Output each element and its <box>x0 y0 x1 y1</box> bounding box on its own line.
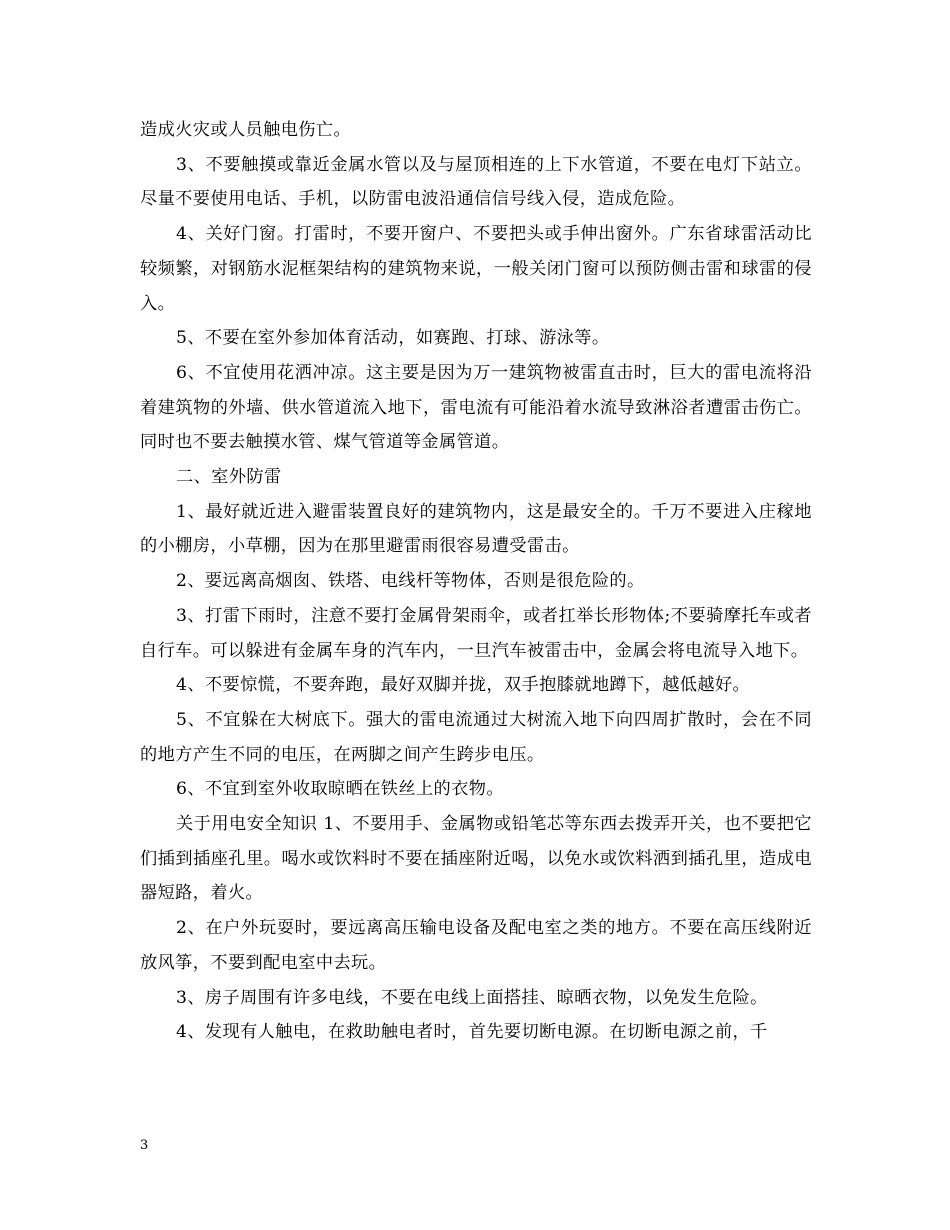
paragraph: 4、不要惊慌，不要奔跑，最好双脚并拢，双手抱膝就地蹲下，越低越好。 <box>176 675 751 696</box>
page-number: 3 <box>140 1138 149 1153</box>
paragraph: 4、发现有人触电，在救助触电者时，首先要切断电源。在切断电源之前，千 <box>176 1022 768 1043</box>
paragraph: 3、打雷下雨时，注意不要打金属骨架雨伞，或者扛举长形物体;不要骑摩托车或者自行车。可以躲进有金属车身的汽车内，一旦汽车被雷击中，金属会将电流导入地下。 <box>140 605 812 661</box>
paragraph: 5、不要在室外参加体育活动，如赛跑、打球、游泳等。 <box>176 328 610 349</box>
paragraph: 6、不宜到室外收取晾晒在铁丝上的衣物。 <box>176 779 504 800</box>
paragraph: 3、房子周围有许多电线，不要在电线上面搭挂、晾晒衣物，以免发生危险。 <box>176 987 768 1008</box>
section-heading: 二、室外防雷 <box>176 467 282 488</box>
paragraph: 3、不要触摸或靠近金属水管以及与屋顶相连的上下水管道，不要在电灯下站立。尽量不要使用电话、手机，以防雷电波沿通信信号线入侵，造成危险。 <box>140 154 812 210</box>
paragraph: 6、不宜使用花洒冲凉。这主要是因为万一建筑物被雷直击时，巨大的雷电流将沿着建筑物的外墙、供水管道流入地下，雷电流有可能沿着水流导致淋浴者遭雷击伤亡。同时也不要去触摸水管、煤气管道等金属管道。 <box>140 362 812 453</box>
paragraph: 2、在户外玩耍时，要远离高压输电设备及配电室之类的地方。不要在高压线附近放风筝，不要到配电室中去玩。 <box>140 918 812 973</box>
paragraph: 关于用电安全知识 1、不要用手、金属物或铅笔芯等东西去拨弄开关，也不要把它们插到插座孔里。喝水或饮料时不要在插座附近喝，以免水或饮料洒到插孔里，造成电器短路，着火。 <box>140 814 812 904</box>
paragraph: 造成火灾或人员触电伤亡。 <box>140 120 352 140</box>
paragraph: 2、要远离高烟囱、铁塔、电线杆等物体，否则是很危险的。 <box>176 571 645 592</box>
body-text <box>140 113 812 1050</box>
paragraph: 5、不宜躲在大树底下。强大的雷电流通过大树流入地下向四周扩散时，会在不同的地方产生不同的电压，在两脚之间产生跨步电压。 <box>140 709 812 765</box>
paragraph: 4、关好门窗。打雷时，不要开窗户、不要把头或手伸出窗外。广东省球雷活动比较频繁，对钢筋水泥框架结构的建筑物来说，一般关闭门窗可以预防侧击雷和球雷的侵入。 <box>140 224 812 314</box>
paragraph: 1、最好就近进入避雷装置良好的建筑物内，这是最安全的。千万不要进入庄稼地的小棚房，小草棚，因为在那里避雷雨很容易遭受雷击。 <box>140 501 812 557</box>
